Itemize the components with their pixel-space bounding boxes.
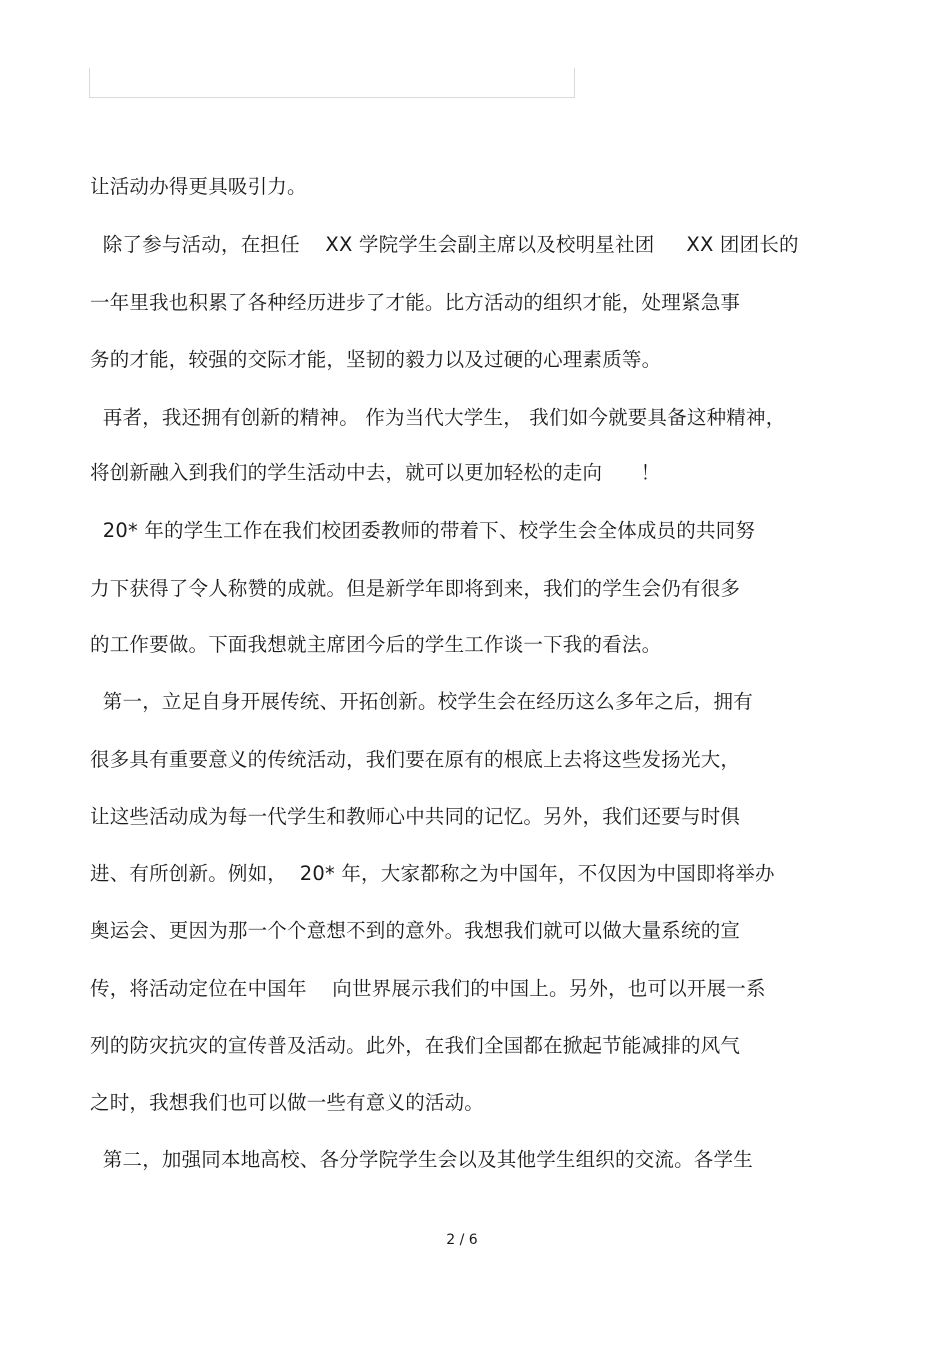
text-line: 再者，我还拥有创新的精神。 作为当代大学生， 我们如今就要具备这种精神， [90,406,786,429]
text-line: 之时，我想我们也可以做一些有意义的活动。 [90,1091,485,1114]
text-line: 让这些活动成为每一代学生和教师心中共同的记忆。另外，我们还要与时俱 [90,805,741,828]
text-line: 列的防灾抗灾的宣传普及活动。此外，在我们全国都在掀起节能减排的风气 [90,1034,741,1057]
text-line: 力下获得了令人称赞的成就。但是新学年即将到来，我们的学生会仍有很多 [90,577,741,600]
text-line: 第一，立足自身开展传统、开拓创新。校学生会在经历这么多年之后，拥有 [90,690,753,713]
text-line: 的工作要做。下面我想就主席团今后的学生工作谈一下我的看法。 [90,633,662,656]
text-line: 一年里我也积累了各种经历进步了才能。比方活动的组织才能，处理紧急事 [90,291,741,314]
text-line: 奥运会、更因为那一个个意想不到的意外。我想我们就可以做大量系统的宣 [90,919,741,942]
page-number: 2 / 6 [446,1232,478,1248]
text-line: 20* 年的学生工作在我们校团委教师的带着下、校学生会全体成员的共同努 [90,519,756,542]
text-line: 务的才能，较强的交际才能，坚韧的毅力以及过硬的心理素质等。 [90,348,662,371]
header-frame [89,68,575,98]
text-line: 让活动办得更具吸引力。 [90,175,307,198]
text-line: 传，将活动定位在中国年 向世界展示我们的中国上。另外，也可以开展一系 [90,977,766,1000]
text-line: 进、有所创新。例如， 20* 年，大家都称之为中国年，不仅因为中国即将举办 [90,862,775,885]
text-line: 将创新融入到我们的学生活动中去，就可以更加轻松的走向 ！ [90,461,661,484]
text-line: 第二，加强同本地高校、各分学院学生会以及其他学生组织的交流。各学生 [90,1148,753,1171]
text-line: 除了参与活动，在担任 XX 学院学生会副主席以及校明星社团 XX 团团长的 [90,233,799,256]
text-line: 很多具有重要意义的传统活动，我们要在原有的根底上去将这些发扬光大， [90,748,741,771]
